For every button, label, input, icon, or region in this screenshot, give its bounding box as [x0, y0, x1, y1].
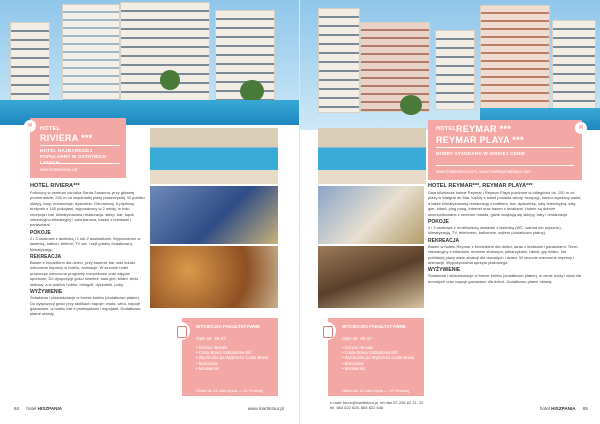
- excursions-subtitle: Opis str. 46-47: [196, 336, 226, 341]
- excursions-list: [342, 345, 422, 371]
- page-number: 84: [14, 406, 20, 411]
- bus-icon: [318, 322, 336, 340]
- riviera-buffet-photo: [150, 246, 278, 308]
- contact-info: [330, 400, 500, 410]
- right-page: [300, 0, 600, 424]
- body-intro: Położony w centrum ośrodka Santa Susanna, przy głównej promenadzie, 200 m od wspaniałej plaży piaszczystej. W pobliżu sklepy, bary, restauracje, dyskoteki. Odnowiony, 6-piętrowy budynek z 150 pokojami, wyposażony w 2 windy, w holu recepcja i bar, klimatyzowana restauracja, sklep, bar, kącik rekreacyjno-telewizyjny i sala barowa, basen z leżakami i parasolami.: [30, 190, 145, 228]
- excursions-list: [196, 345, 276, 371]
- excursions-box: [328, 318, 424, 396]
- hotel-name-1: REYMAR ***: [456, 124, 512, 134]
- list-item: • Montserrat: [196, 366, 276, 371]
- footer-country: HISZPANIA: [37, 406, 63, 411]
- header-label: HOTEL: [40, 126, 61, 132]
- riviera-header-box: [30, 118, 126, 178]
- list-item: • Costa Brava Sobtadoma Bift: [196, 350, 276, 355]
- list-item: • Girona i Besalu: [342, 345, 422, 350]
- food-heading: WYŻYWIENIE: [30, 289, 63, 296]
- recreation-heading: REKREACJA: [30, 254, 62, 261]
- rooms-heading: POKOJE: [30, 229, 51, 236]
- rooms-text: 2 i 3 osobowe z łazienką i 1 lub 2 dostawkami. Wyposażone w łazienkę, balkon, telefon, TV sat. i sejf (płatny dodatkowo), klimatyzację.: [30, 235, 141, 252]
- list-item: • Wycieczka po Wybrzeżu Costa Brava: [196, 355, 276, 360]
- footer-site-link[interactable]: www.martintour.pl: [247, 406, 284, 411]
- excursions-box: [182, 318, 278, 396]
- contact-line-1[interactable]: e-mail: biuro@martintour.pl, tel./fax 67-255 62 21, 22: [330, 400, 424, 405]
- hotel-reymar-main-photo: [300, 0, 600, 130]
- food-heading: WYŻYWIENIE: [428, 267, 461, 274]
- footer-prefix: hotel: [539, 406, 550, 411]
- recreation-text: Basen z brodzikiem dla dzieci, przy basenie bar oraz leżaki, wieczorne imprezy w hotelu, animacje. W sezonie hotel proponuje wieczorne programy rozrywkowe oraz zajęcia sportowe. Do dyspozycji gości również: sala gier, bilard, tenis stołowy, a w pobliżu hotelu: minigolf, dyskoteki, puby.: [30, 260, 139, 287]
- food-text: Śniadania i obiadokolacje w formie bufetu (dodatkowo płatne), w cenie wody i wina dla dorosłych oraz napoje gazowane dla dzieci. Dodatkowo płatne obiady.: [428, 273, 581, 284]
- bus-icon: [172, 322, 190, 340]
- riviera-description: [30, 183, 145, 317]
- riviera-room-photo: [150, 186, 278, 244]
- hotel-name-2: REYMAR PLAYA ***: [436, 135, 524, 145]
- reymar-description: [428, 183, 582, 284]
- excursions-title: WYCIECZKI FAKULTATYWNE: [342, 324, 407, 329]
- reymar-bedroom-photo: [318, 246, 424, 308]
- rooms-heading: POKOJE: [428, 219, 449, 226]
- footer-country: HISZPANIA: [551, 406, 576, 411]
- list-item: • Wycieczka po Wybrzeżu Costa Brava: [342, 355, 422, 360]
- list-item: • Barcelona: [342, 361, 422, 366]
- list-item: • Costa Brava Sobtadoma Bift: [342, 350, 422, 355]
- recreation-text: Basen w hotelu Reymar z brodzikiem dla dzieci, taras z leżakami i parasolami. Teren rekreacyjny z bilardami, tenisem stołowym, piłkarzykami, bilard, gry wideo. Na pobliskiej plaży wiele atrakcji dla dorosłych i dzieci. W sezonie wieczorne imprezy i animacje. Wypożyczalnia sprzętu plażowego.: [428, 243, 578, 266]
- right-footer: [526, 406, 588, 411]
- body-intro: Dwa bliźniacze hotele Reymar i Reymar Playa położone w odległości ok. 100 m od plaży w Malgrat de Mar. Każdy z hoteli posiada windy, recepcję, kantor wymiany walut, a także klimatyzowaną restaurację z bufetem, bar, dyskotekę, salę telewizyjną, salę gier, bilard, ping pong, internet oraz basen z leżakami. Hotele są dobrze skomunikowane z centrum miasta, gdzie znajdują się sklepy, bary i restauracje.: [428, 190, 582, 217]
- header-subtitle: DOBRY STANDARD W NISKIEJ CENIE: [436, 151, 526, 156]
- reymar-header-box: [428, 120, 582, 180]
- reymar-room-photo: [318, 186, 424, 244]
- excursions-footnote: Obiad do 12 roku życia — 10 % taniej: [342, 388, 409, 393]
- contact-line-2[interactable]: tel. 664 622 626, 664 622 646: [330, 405, 384, 410]
- body-title: HOTEL REYMAR***, REYMAR PLAYA***: [428, 183, 533, 189]
- recreation-heading: REKREACJA: [428, 237, 460, 244]
- reymar-pool-photo: [318, 128, 426, 184]
- header-label: HOTEL: [436, 126, 457, 132]
- food-text: Śniadania i obiadokolacje w formie bufetu (dodatkowo płatne). Do dyspozycji gości przy stolikach napoje: woda, wino, napoje gazowane, w hotelu bar z przekąskami i napojami. Dodatkowo płatne obiady.: [30, 295, 141, 317]
- list-item: • Barcelona: [196, 361, 276, 366]
- excursions-title: WYCIECZKI FAKULTATYWNE: [196, 324, 261, 329]
- hotel-website[interactable]: www.hotelriviera.cat: [40, 167, 78, 172]
- hotel-website[interactable]: www.hotelreymar.com, www.hotelreymarplaya.com: [436, 169, 531, 174]
- body-title: HOTEL RIVIERA***: [30, 183, 80, 189]
- excursions-subtitle: Opis str. 46-47: [342, 336, 372, 341]
- list-item: • Girona i Besalu: [196, 345, 276, 350]
- hotel-badge-icon: H: [24, 120, 36, 132]
- hotel-name: RIVIERA ***: [40, 133, 93, 143]
- left-footer: [14, 406, 284, 411]
- page-number: 85: [582, 406, 588, 411]
- header-subtitle: HOTEL NAJBARDZIEJ POPULARNY W OSTATNICH: [40, 148, 106, 159]
- riviera-pool-photo: [150, 128, 278, 184]
- rooms-text: 2 i 3 osobowe z możliwością dostawki z łazienką (WC, wanna lub prysznic), klimatyzacją, TV, telefonem, balkonem, sejfem (dodatkowo płatny).: [428, 225, 562, 236]
- list-item: • Montserrat: [342, 366, 422, 371]
- hotel-riviera-main-photo: [0, 0, 300, 125]
- excursions-footnote: Obiad do 12 roku życia — 10 % taniej: [196, 388, 263, 393]
- footer-prefix: hotel: [26, 406, 37, 411]
- hotel-badge-icon: H: [575, 122, 587, 134]
